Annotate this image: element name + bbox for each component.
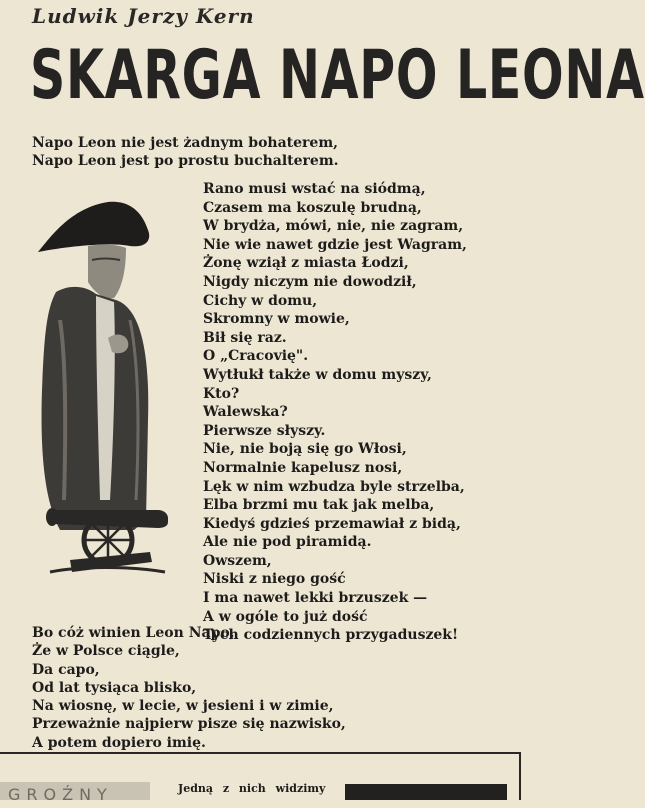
poem-line: Bił się raz. — [203, 329, 287, 346]
poem-line: Że w Polsce ciągle, — [32, 643, 180, 660]
poem-line: Owszem, — [203, 552, 272, 569]
bicorne-hat — [38, 202, 149, 252]
poem-line: W brydża, mówi, nie, nie zagram, — [203, 218, 464, 235]
poem-line: I ma nawet lekki brzuszek — — [203, 590, 428, 607]
poem-line: Pierwsze słyszy. — [203, 422, 326, 439]
poem-line: Napo Leon nie jest żadnym bohaterem, — [32, 135, 339, 151]
poem-line: Ale nie pod piramidą. — [203, 534, 372, 551]
poem-line: Nie, nie boją się go Włosi, — [203, 441, 407, 458]
poem-line: Skromny w mowie, — [203, 311, 350, 328]
poem-line: Da capo, — [32, 661, 100, 678]
poem-line: Elba brzmi mu tak jak melba, — [203, 497, 435, 514]
section-divider — [0, 752, 520, 754]
poem-line: Niski z niego gość — [203, 571, 346, 588]
poem-line: Żonę wziął z miasta Łodzi, — [203, 255, 409, 272]
column-rule — [519, 752, 521, 800]
author-name: Ludwik Jerzy Kern — [32, 4, 255, 28]
poem-line: Tych codziennych przygaduszek! — [203, 627, 459, 644]
poem-final — [32, 624, 346, 752]
poem-line: Lęk w nim wzbudza byle strzelba, — [203, 478, 465, 495]
poem-line: Kto? — [203, 385, 240, 402]
poem-middle — [203, 180, 467, 645]
poem-line: Rano musi wstać na siódmą, — [203, 181, 426, 197]
poem-line: Nigdy niczym nie dowodził, — [203, 273, 417, 290]
poem-line: Kiedyś gdzieś przemawiał z bidą, — [203, 515, 461, 532]
poem-line: A potem dopiero imię. — [32, 734, 206, 751]
next-article-heading: GROŹNY — [8, 785, 113, 804]
cannon-icon — [46, 508, 168, 572]
dark-block — [345, 784, 507, 800]
face — [88, 245, 126, 299]
poem-line: Na wiosnę, w lecie, w jesieni i w zimie, — [32, 698, 334, 715]
poem-line: O „Cracovię". — [203, 348, 309, 365]
poem-title: SKARGA NAPO LEONA — [30, 36, 645, 115]
next-article-snippet: Jedną z nich widzimy — [178, 782, 326, 795]
poem-intro — [32, 134, 339, 170]
poem-line: Napo Leon jest po prostu buchalterem. — [32, 153, 339, 169]
coat — [42, 287, 149, 530]
next-article-heading-box — [0, 782, 150, 804]
napoleon-illustration — [30, 200, 180, 585]
poem-line: A w ogóle to już dość — [203, 608, 368, 625]
poem-line: Normalnie kapelusz nosi, — [203, 459, 403, 476]
poem-line: Cichy w domu, — [203, 292, 318, 309]
poem-line: Wytłukł także w domu myszy, — [203, 366, 432, 383]
poem-line: Walewska? — [203, 404, 288, 421]
poem-line: Czasem ma koszulę brudną, — [203, 199, 422, 216]
poem-line: Przeważnie najpierw pisze się nazwisko, — [32, 716, 346, 733]
poem-line: Bo cóż winien Leon Napo, — [32, 625, 235, 641]
poem-line: Od lat tysiąca blisko, — [32, 679, 197, 696]
poem-line: Nie wie nawet gdzie jest Wagram, — [203, 236, 467, 253]
